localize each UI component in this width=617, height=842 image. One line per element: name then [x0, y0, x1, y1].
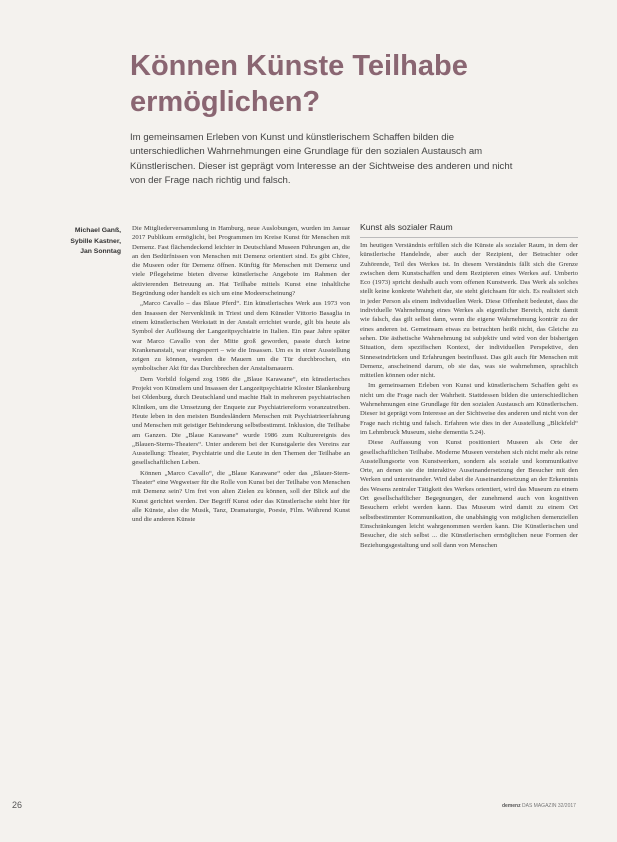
author-name: Sybille Kastner, [70, 237, 121, 245]
page-footer [502, 803, 604, 809]
article-lead: Im gemeinsamen Erleben von Kunst und künstlerischem Schaffen bilden die unterschiedlichen Wahrnehmungen eine Grundlage für den sozialen Austausch am Künstlerischen. Dieser ist geprägt vom Interesse an der Sichtweise des anderen und nicht von der Frage nach richtig und falsch. [130, 132, 513, 187]
footer-issue: DAS MAGAZIN 32/2017 [522, 803, 576, 809]
author-byline [18, 226, 121, 258]
body-column-right [360, 221, 578, 791]
body-paragraph: Die Mitgliederversammlung in Hamburg, neue Auslobungen, wurden im Januar 2017 Publikum ermöglicht, bei Programmen im Kreise Kunst für Menschen mit Demenz. Fast flächendeckend leichter in Deutschland Museen Führungen an, die an den Bedürfnissen von Menschen mit Demenz orientiert sind. Es gibt Chöre, die Museen oder für Demenz öffnen. Künftig für Menschen mit Demenz und viele Pflegeheime bieten diverse künstlerische Angebote im Rahmen der aktivierenden Betreuung an. Hat Teilhabe mittels Kunst eine inhaltliche Begründung oder handelt es sich um eine Modeerscheinung? [132, 225, 350, 298]
body-paragraph: Dem Vorbild folgend zog 1986 die „Blaue Karawane“, ein künstlerisches Projekt von Künstlern und Insassen der Langzeitpsychiatrie Kloster Blankenburg bei Oldenburg, durch Deutschland und machte Halt in mehreren psychiatrischen Kliniken, um die Umsetzung der Enquete zur Psychiatriereform voranzutreiben. Heute leben in den meisten Bundesländern Menschen mit Psychiatrieerfahrung und Menschen mit geistiger Behinderung selbstbestimmt. Inklusion, die Teilhabe am Ganzen. Die „Blaue Karawane“ wurde 1986 zum Kulturereignis des „Blauen-Sterns-Theaters“. Unter anderem bei der Kunstgalerie des Vereins zur Ausstellung: Theater, Psychiatrie und die Leute in den Themen der Teilhabe an gesellschaftlichen Leben. [132, 375, 350, 467]
body-column-left [132, 224, 350, 794]
body-paragraph: Diese Auffassung von Kunst positioniert Museen als Orte der gesellschaftlichen Teilhabe. Moderne Museen verstehen sich nicht mehr als reine Ausstellungsorte von Kunstwerken, sondern als soziale und kommunikative Orte, an denen sie die interaktive Auseinandersetzung der Besucher mit den Werken und untereinander. Wird dabei die Auseinandersetzung an der Erkenntnis des Wesens zentraler Tätigkeit des Werkes orientiert, wird das Museum zu einem Ort gesellschaftlicher Begegnungen, der zunehmend auch von kognitiven Besuchern erlebt werden kann. Das Museum wird damit zu einem Ort selbstbestimmter Kommunikation, die unabhängig von möglichen demenziellen Einschränkungen leicht wahrgenommen werden kann. Die Künstlerischen und Besucher, die sich selbst ... die Künstlerischen ermöglichen neue Formen der Beziehungsgestaltung und soll dann von Menschen [360, 439, 578, 549]
body-paragraph: Im gemeinsamen Erleben von Kunst und künstlerischem Schaffen geht es nicht um die Frage nach der Wahrheit. Stattdessen bilden die unterschiedlichen Wahrnehmungen eine Grundlage für den sozialen Austausch am Künstlerischen. Dieser ist geprägt vom Interesse an der Sichtweise des anderen und nicht von der Frage nach richtig und falsch. Erfahren wie dies in der Ausstellung „Blickfeld“ im Lehmbruck Museum, siehe dementia 5.24). [360, 382, 578, 436]
article-title-line-2: ermöglichen? [130, 86, 321, 118]
footer-brand: demenz [502, 803, 521, 809]
article-title [130, 48, 570, 120]
author-name: Michael Ganß, [74, 227, 121, 234]
author-name: Jan Sonntag [80, 248, 121, 255]
body-paragraph: Im heutigen Verständnis erfüllen sich die Künste als sozialer Raum, in dem der künstlerische Handelnde, aber auch der Rezipient, der Betrachter oder Zuhörende, Teil des Werkes ist. In diesem Verständnis fällt sich die Grenze zwischen dem Kunstschaffen und dem Rezipieren eines Werkes auf. Umberto Eco (1973) spricht deshalb auch vom offenen Kunstwerk. Das Werk als solches stellt keine konkrete Wahrheit dar, sie steht gleichsam für sich. Es realisiert sich in jeder Person als einem individuellen Werk. Diese Offenheit bedeutet, dass die individuelle Wahrnehmung eines Werkes als eigentlicher Bereich, nicht damit wie falsch, das gilt selbst dann, wenn die eigene Wahrnehmung konträr zu der eines anderen ist. Gemeinsam etwas zu betrachten heißt nicht, das Gleiche zu sehen. Die ästhetische Wahrnehmung ist subjektiv und wird von der bisherigen Situation, dem spezifischen Kontext, der individuellen Perspektive, den Sinneseindrücken und Erfahrungen beeinflusst. Das gilt auch für Menschen mit Demenz, anscheinend darum, ob sie das, was sie wahrnehmen, sprachlich mitteilen können oder nicht. [360, 242, 578, 380]
article-title-line-1: Können Künste Teilhabe [130, 50, 468, 82]
body-paragraph: Können „Marco Cavallo“, die „Blaue Karawane“ oder das „Blauer-Stern-Theater“ eine Wegweiser für die Rolle von Kunst bei der Teilhabe von Menschen mit Demenz sein? Um frei von alten Zielen zu können, soll der Blick auf die Kunst gerichtet werden. Der Begriff Kunst oder das Künstlerische steht hier für alle Künste, also die Musik, Tanz, Dramaturgie, Poesie, Film. Während Kunst und die anderen Künste [132, 469, 350, 524]
body-paragraph: „Marco Cavallo – das Blaue Pferd“. Ein künstlerisches Werk aus 1973 von den Insassen der Nervenklinik in Triest und dem Künstler Vittorio Basaglia in einem künstlerischen Werkstatt in der Anstalt errichtet wurde, gilt bis heute als Symbol der Auflösung der Langzeitpsychiatrie in Italien. Ein paar Jahre später war Marco Cavallo von der Mitte groß geworden, passte durch keine Krankenanstalt, war eingesperrt – wie die Insassen. Um es in einer Ausstellung zeigen zu können, wurden die Mauern um die Tür durchbrochen, ein symbolischer Akt für das Durchbrechen der Anstaltsmauern. [132, 300, 350, 373]
section-heading: Kunst als sozialer Raum [360, 222, 453, 232]
page-number: 26 [12, 800, 23, 810]
section-divider [360, 237, 578, 238]
